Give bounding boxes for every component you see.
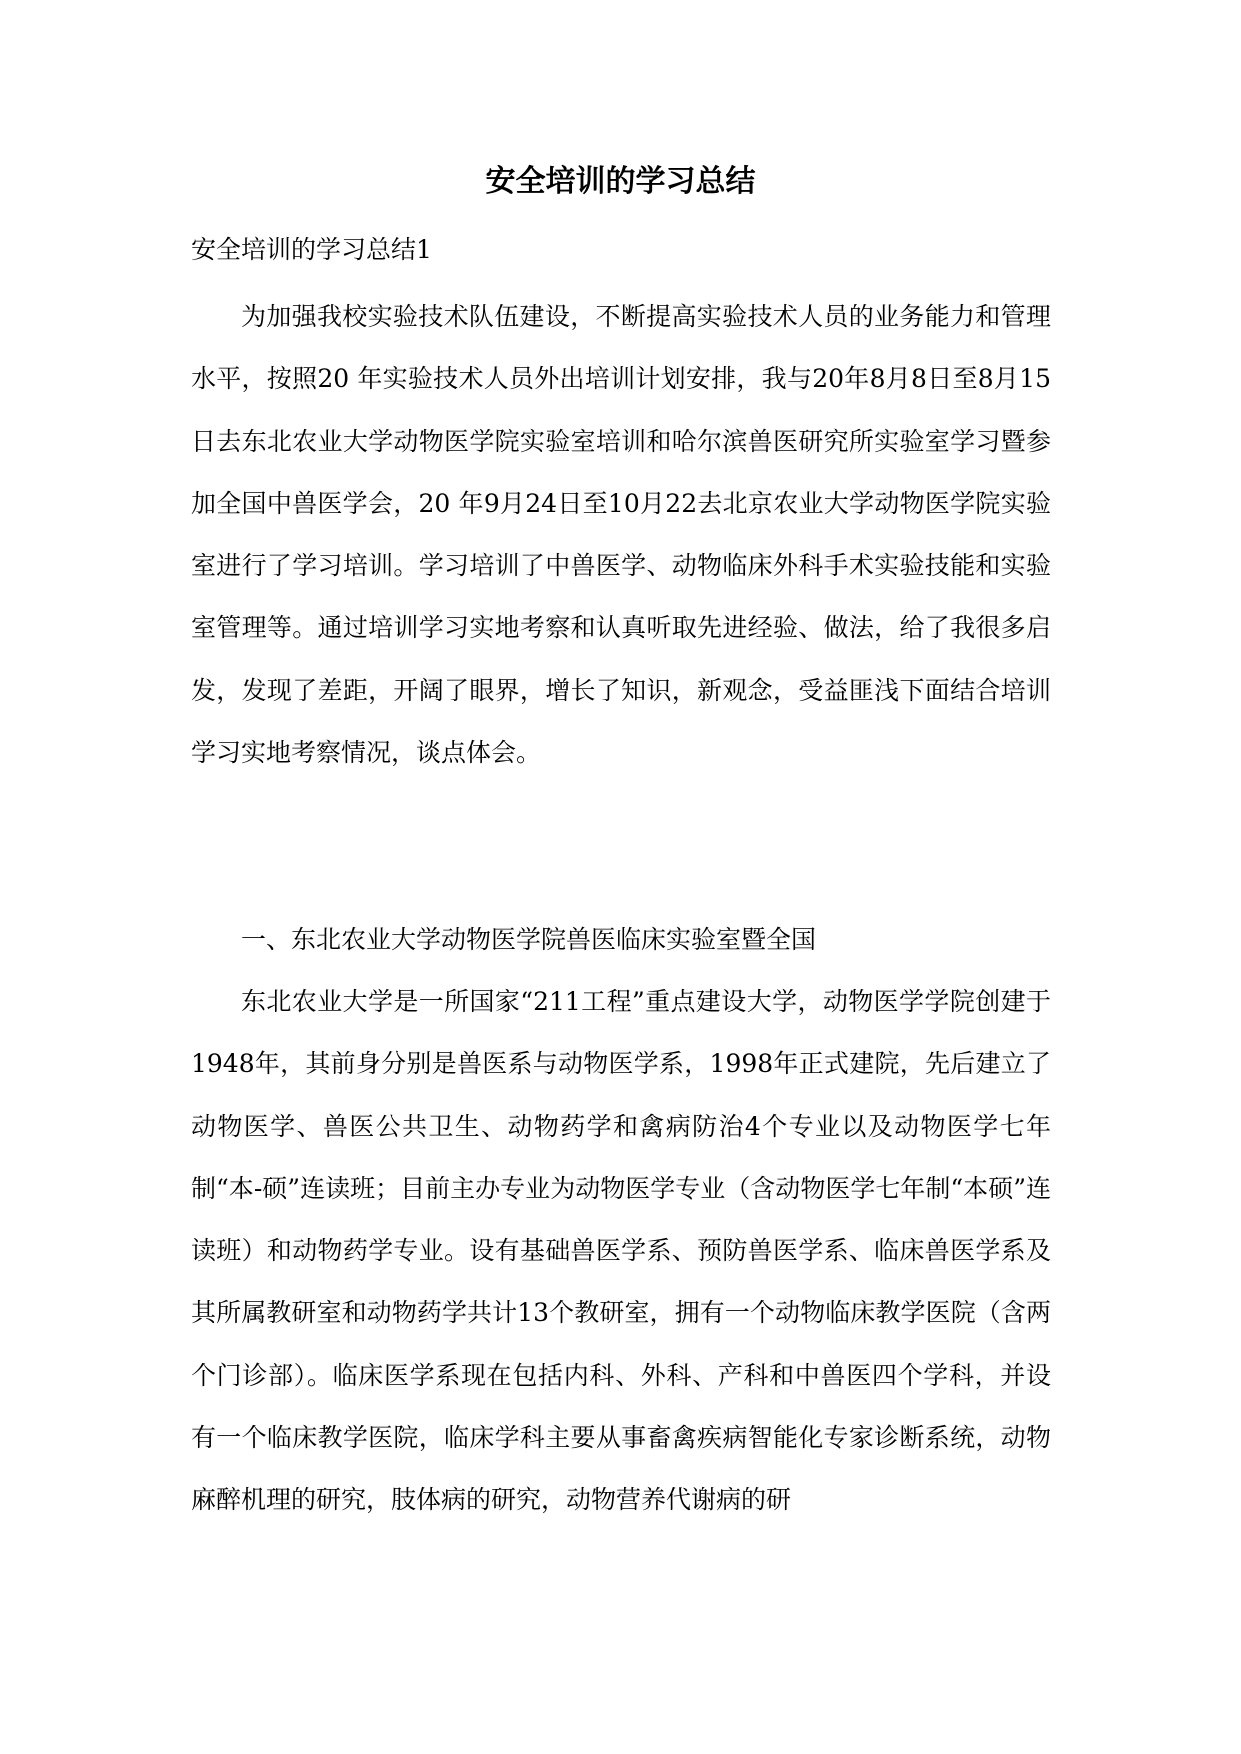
paragraph-section-body: 东北农业大学是一所国家“211工程”重点建设大学，动物医学学院创建于1948年，其前身分别是兽医系与动物医学系，1998年正式建院，先后建立了动物医学、兽医公共卫生、动物药学和禽病防治4个专业以及动物医学七年制“本-硕”连读班；目前主办专业为动物医学专业（含动物医学七年制“本硕”连读班）和动物药学专业。设有基础兽医学系、预防兽医学系、临床兽医学系及其所属教研室和动物药学共计13个教研室，拥有一个动物临床教学医院（含两个门诊部）。临床医学系现在包括内科、外科、产科和中兽医四个学科，并设有一个临床教学医院，临床学科主要从事畜禽疾病智能化专家诊断系统，动物麻醉机理的研究，肢体病的研究，动物营养代谢病的研 bbox=[191, 987, 1051, 1515]
document-subtitle: 安全培训的学习总结1 bbox=[191, 235, 432, 264]
document-title: 安全培训的学习总结 bbox=[485, 164, 756, 199]
section-heading: 一、东北农业大学动物医学院兽医临床实验室暨全国 bbox=[241, 925, 817, 954]
paragraph-intro: 为加强我校实验技术队伍建设，不断提高实验技术人员的业务能力和管理水平，按照20 年实验技术人员外出培训计划安排，我与20年8月8日至8月15日去东北农业大学动物医学院实验室培训和哈尔滨兽医研究所实验室学习暨参加全国中兽医学会，20 年9月24日至10月22去北京农业大学动物医学院实验室进行了学习培训。学习培训了中兽医学、动物临床外科手术实验技能和实验室管理等。通过培训学习实地考察和认真听取先进经验、做法，给了我很多启发，发现了差距，开阔了眼界，增长了知识，新观念，受益匪浅下面结合培训学习实地考察情况，谈点体会。 bbox=[191, 302, 1051, 768]
